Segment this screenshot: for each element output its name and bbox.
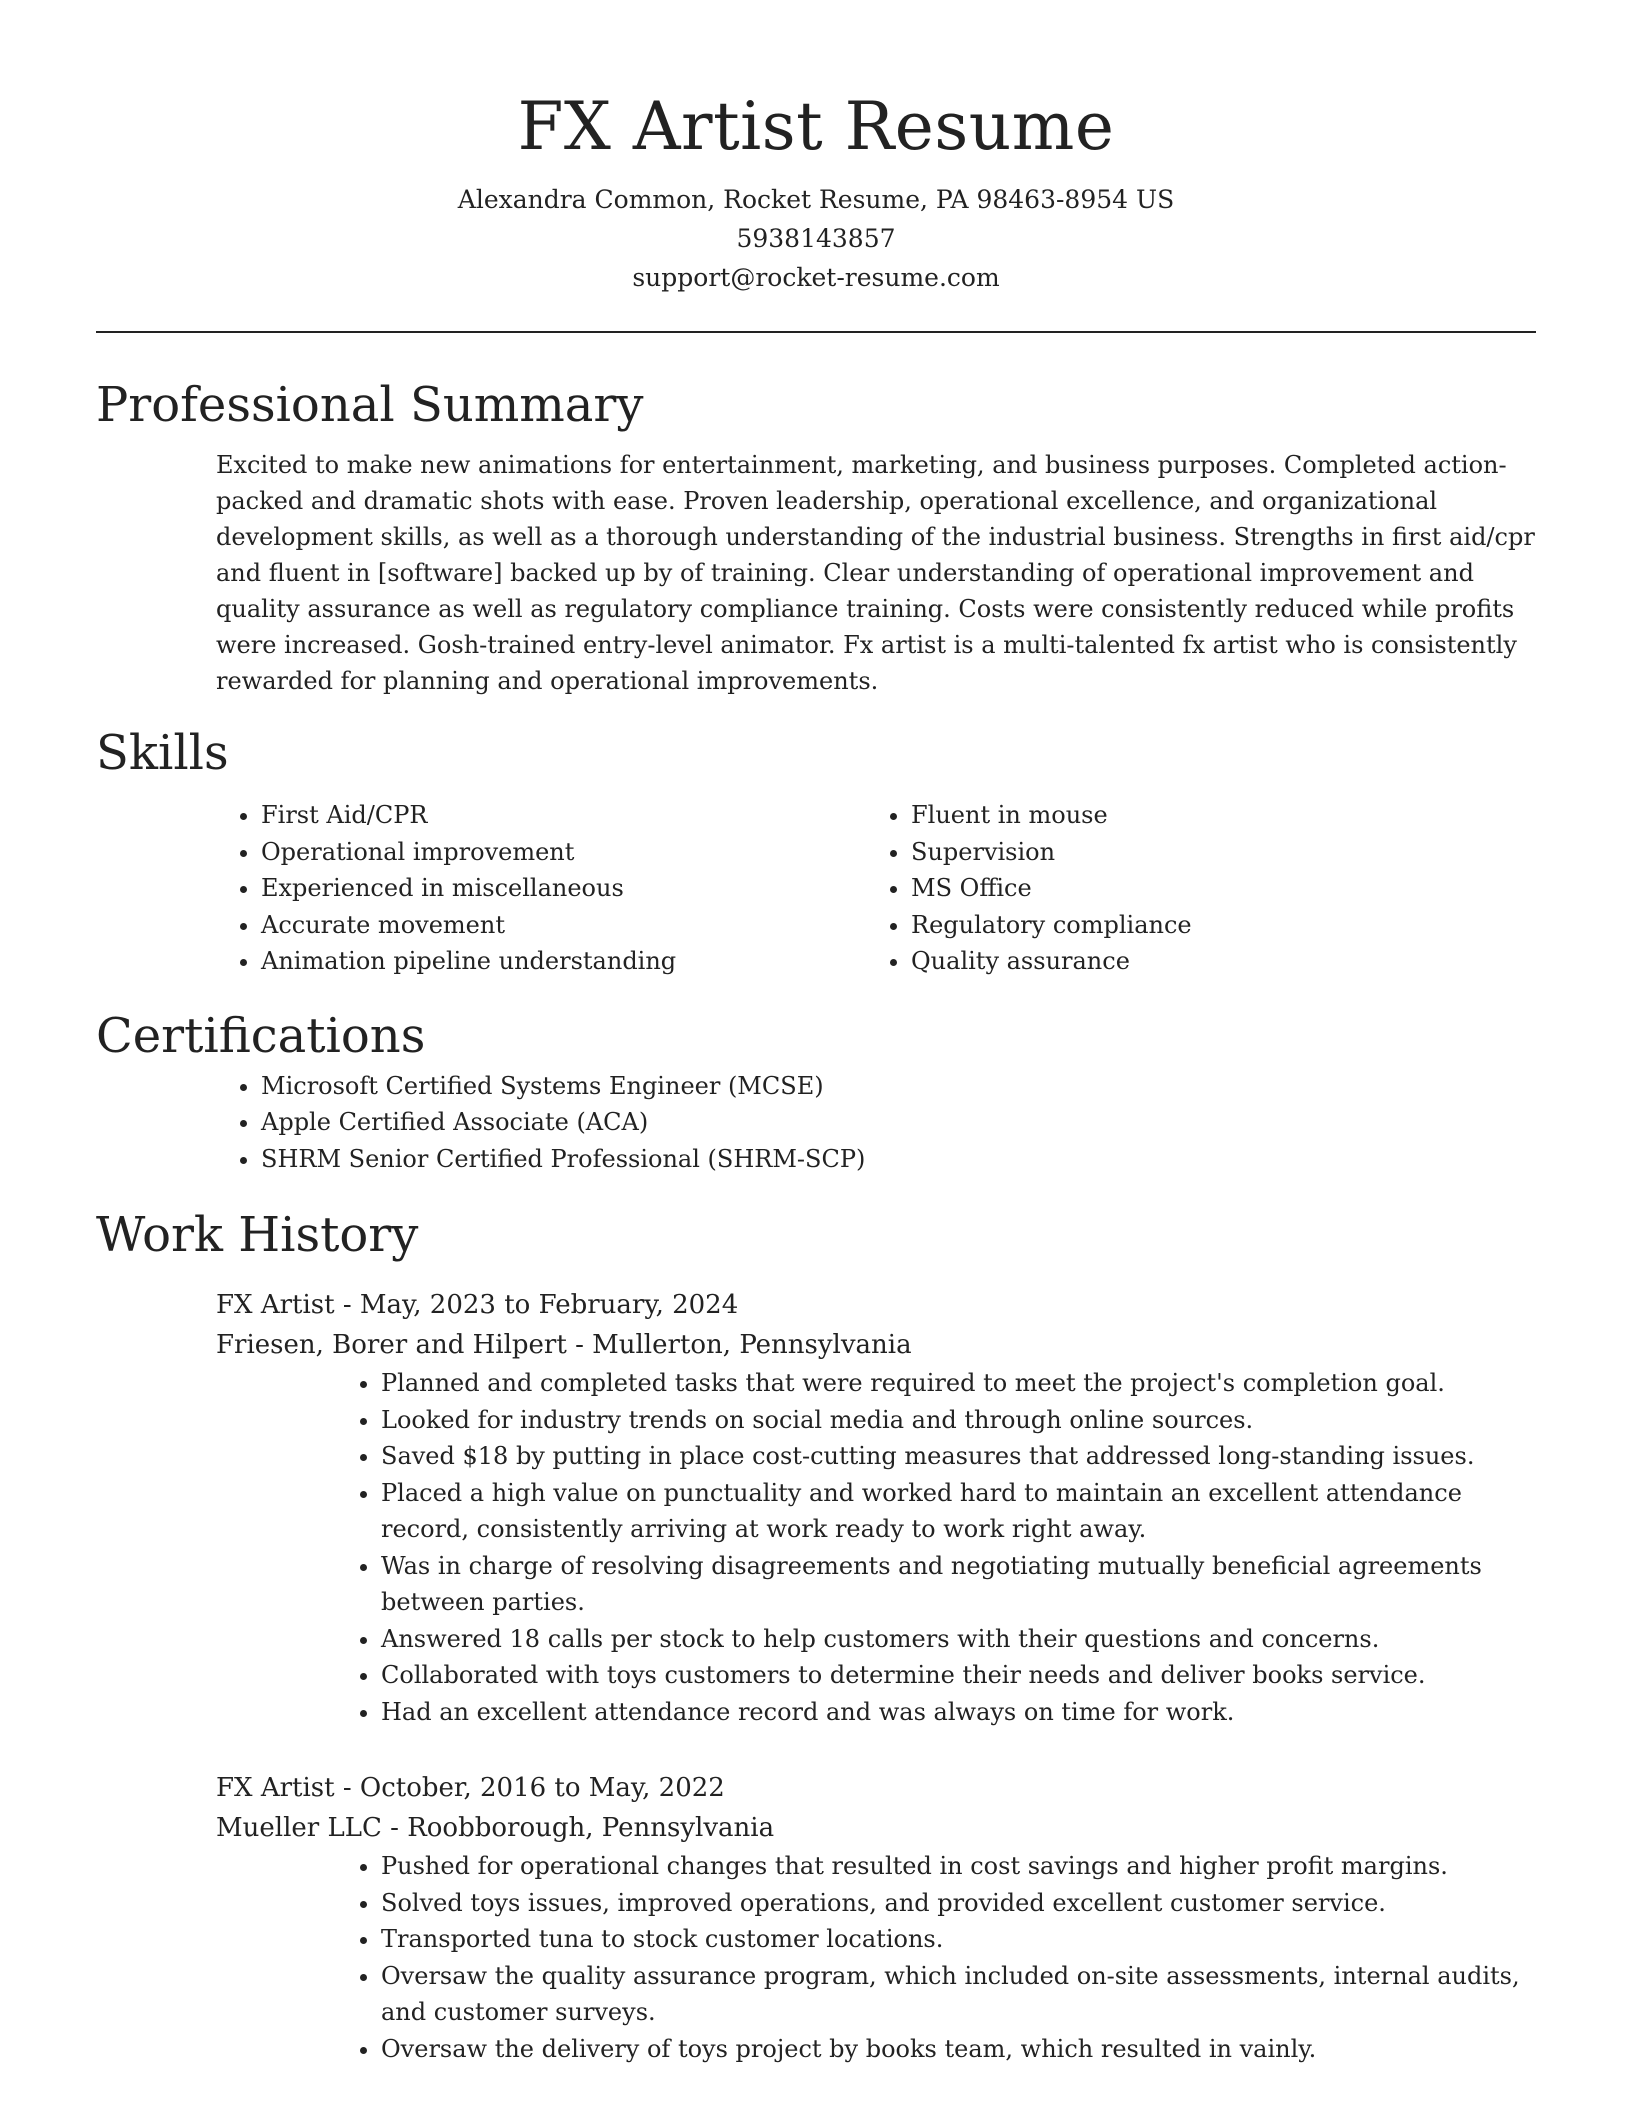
skill-item: • Accurate movement — [261, 907, 746, 944]
skills-list — [96, 797, 1536, 980]
job-bullet: • Collaborated with toys customers to determine their needs and deliver books service. — [381, 1657, 1536, 1694]
header-divider — [96, 331, 1536, 333]
certifications-list — [96, 1068, 1536, 1178]
page-title: FX Artist Resume — [517, 88, 1115, 165]
resume-header — [96, 0, 1536, 297]
skills-column-left — [96, 797, 746, 980]
certification-item: • Apple Certified Associate (ACA) — [261, 1104, 1536, 1141]
skills-column-right — [746, 797, 1396, 980]
job-bullet: • Was in charge of resolving disagreements and negotiating mutually beneficial agreements between parties. — [381, 1548, 1536, 1621]
job-title-line: FX Artist - October, 2016 to May, 2022 — [216, 1773, 725, 1803]
skill-item: • First Aid/CPR — [261, 797, 746, 834]
job-entry — [216, 1285, 1536, 1730]
job-bullet: • Saved $18 by putting in place cost-cutting measures that addressed long-standing issues. — [381, 1438, 1536, 1475]
job-bullets — [216, 1365, 1536, 1730]
job-bullet: • Pushed for operational changes that resulted in cost savings and higher profit margins. — [381, 1848, 1536, 1885]
skill-item: • Supervision — [911, 834, 1396, 871]
job-bullet: • Oversaw the delivery of toys project by books team, which resulted in vainly. — [381, 2031, 1536, 2068]
skill-item: • MS Office — [911, 870, 1396, 907]
job-company-line: Friesen, Borer and Hilpert - Mullerton, Pennsylvania — [216, 1330, 912, 1360]
skill-item: • Regulatory compliance — [911, 907, 1396, 944]
summary-heading: Professional Summary — [96, 377, 644, 433]
job-bullet: • Planned and completed tasks that were required to meet the project's completion goal. — [381, 1365, 1536, 1402]
job-bullet: • Looked for industry trends on social media and through online sources. — [381, 1402, 1536, 1439]
summary-text: Excited to make new animations for entertainment, marketing, and business purposes. Completed action-packed and dramatic shots with ease. Proven leadership, operational excellence, and organizational development skills, as well as a thorough understanding of the industrial business. Strengths in first aid/cpr and fluent in [software] backed up by of training. Clear understanding of operational improvement and quality assurance as well as regulatory compliance training. Costs were consistently reduced while profits were increased. Gosh-trained entry-level animator. Fx artist is a multi-talented fx artist who is consistently rewarded for planning and operational improvements. — [216, 451, 1535, 695]
certifications-heading: Certifications — [96, 1007, 426, 1064]
job-title-line: FX Artist - May, 2023 to February, 2024 — [216, 1290, 739, 1320]
work-history-heading: Work History — [96, 1207, 419, 1263]
job-bullet: • Answered 18 calls per stock to help customers with their questions and concerns. — [381, 1621, 1536, 1658]
certification-item: • Microsoft Certified Systems Engineer (MCSE) — [261, 1068, 1536, 1105]
job-bullet: • Oversaw the quality assurance program, which included on-site assessments, internal audits, and customer surveys. — [381, 1958, 1536, 2031]
job-bullets — [216, 1848, 1536, 2067]
job-bullet: • Placed a high value on punctuality and worked hard to maintain an excellent attendance record, consistently arriving at work ready to work right away. — [381, 1475, 1536, 1548]
skills-heading: Skills — [96, 725, 229, 781]
resume-page — [96, 0, 1536, 2067]
contact-email: support@rocket-resume.com — [632, 263, 1000, 292]
job-bullet: • Transported tuna to stock customer locations. — [381, 1921, 1536, 1958]
skill-item: • Animation pipeline understanding — [261, 943, 746, 980]
skill-item: • Quality assurance — [911, 943, 1396, 980]
contact-address: Alexandra Common, Rocket Resume, PA 98463-8954 US — [457, 185, 1175, 214]
skill-item: • Experienced in miscellaneous — [261, 870, 746, 907]
skill-item: • Operational improvement — [261, 834, 746, 871]
skill-item: • Fluent in mouse — [911, 797, 1396, 834]
job-bullet: • Had an excellent attendance record and was always on time for work. — [381, 1694, 1536, 1731]
job-company-line: Mueller LLC - Roobborough, Pennsylvania — [216, 1813, 775, 1843]
contact-phone: 5938143857 — [736, 224, 896, 253]
job-bullet: • Solved toys issues, improved operations, and provided excellent customer service. — [381, 1885, 1536, 1922]
certification-item: • SHRM Senior Certified Professional (SHRM-SCP) — [261, 1141, 1536, 1178]
job-entry — [216, 1768, 1536, 2067]
